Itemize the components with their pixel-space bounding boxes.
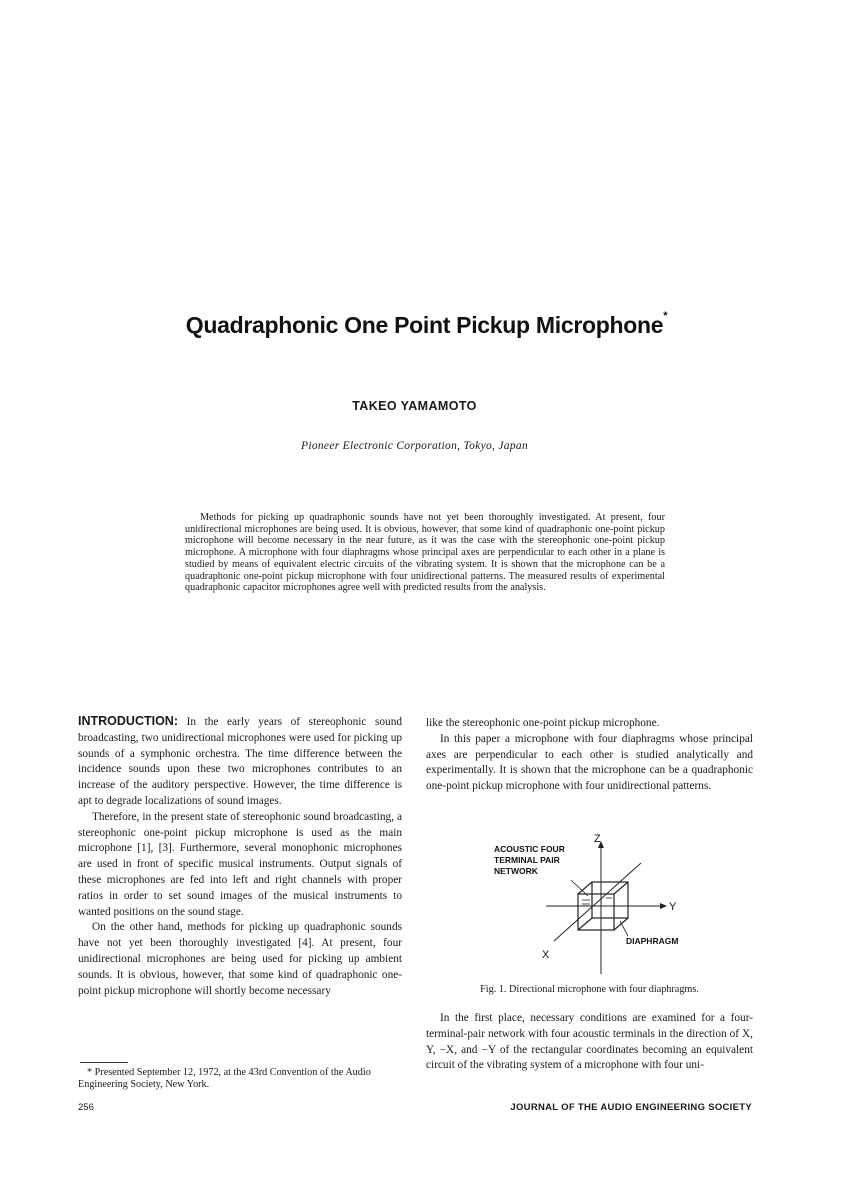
title-footnote-mark: * [663,310,668,322]
axis-label-z: Z [594,833,601,845]
intro-paragraph-1: INTRODUCTION: In the early years of stereophonic sound broadcasting, two unidirectional microphones were used for picking up sounds of a symphonic orchestra. The time difference between the incidence sounds upon these two microphones contributes to an increase of the auditory perspective. However, the time difference is apt to degrade localizations of sound images. [78,714,402,807]
label-diaphragm: DIAPHRAGM [626,936,679,946]
axis-label-x: X [542,949,550,961]
intro-paragraph-2: Therefore, in the present state of stereophonic sound broadcasting, a stereophonic one-point pickup microphone is used as the main microphone [1], [3]. Furthermore, several monophonic microphones are used in front of specific musical instruments. Output signals of these microphones are fed into left and right channels with proper ratios in order to set sound images of the musical instruments to wanted positions on the sound stage. [78,810,402,918]
right-paragraph-3: In the first place, necessary conditions are examined for a four-terminal-pair network with four acoustic terminals in the direction of X, Y, −X, and −Y of the rectangular coordinates becoming an equivalent circuit of the vibrating system of a microphone with four uni- [426,1012,753,1072]
figure-caption: Fig. 1. Directional microphone with four diaphragms. [480,984,699,995]
footnote-rule [80,1062,128,1063]
right-paragraph-1: like the stereophonic one-point pickup microphone. [426,717,660,729]
right-column-bottom [426,1011,753,1074]
left-column [78,714,402,999]
affiliation: Pioneer Electronic Corporation, Tokyo, Japan [301,440,528,452]
abstract: Methods for picking up quadraphonic sounds have not yet been thoroughly investigated. At present, four unidirectional microphones are being used. It is obvious, however, that some kind of quadraphonic one-point pickup microphone will become necessary in the near future, as it was the case with the stereophonic one-point pickup microphone. A microphone with four diaphragms whose principal axes are perpendicular to each other in a plane is studied by means of equivalent electric circuits of the vibrating system. It is shown that the microphone can be a quadraphonic one-point pickup microphone with four unidirectional patterns. The measured results of experimental quadraphonic capacitor microphones agree well with predicted results from the analysis. [185,512,665,594]
label-network-3: NETWORK [494,866,538,876]
right-paragraph-2: In this paper a microphone with four diaphragms whose principal axes are perpendicular to each other is studied analytically and experimentally. It is shown that the microphone can be a quadraphonic one-point pickup microphone with four unidirectional patterns. [426,732,753,793]
paper-title: Quadraphonic One Point Pickup Microphone* [185,310,668,338]
right-column-top [426,716,753,795]
page-number: 256 [78,1102,94,1113]
intro-heading: INTRODUCTION: [78,714,178,728]
intro-paragraph-3: On the other hand, methods for picking up quadraphonic sounds have not yet been thoroughly investigated [4]. At present, four unidirectional microphones are being used for picking up ambient sounds. It is obvious, however, that some kind of quadraphonic one-point pickup microphone will shortly become necessary [78,921,402,997]
label-network-2: TERMINAL PAIR [494,855,560,865]
journal-name: JOURNAL OF THE AUDIO ENGINEERING SOCIETY [510,1102,752,1113]
footnote: * Presented September 12, 1972, at the 43rd Convention of the Audio Engineering Society, New York. [78,1067,371,1090]
figure-1-diagram [478,828,738,978]
axis-label-y: Y [669,901,677,913]
author: TAKEO YAMAMOTO [352,399,477,413]
label-network-1: ACOUSTIC FOUR [494,844,565,854]
